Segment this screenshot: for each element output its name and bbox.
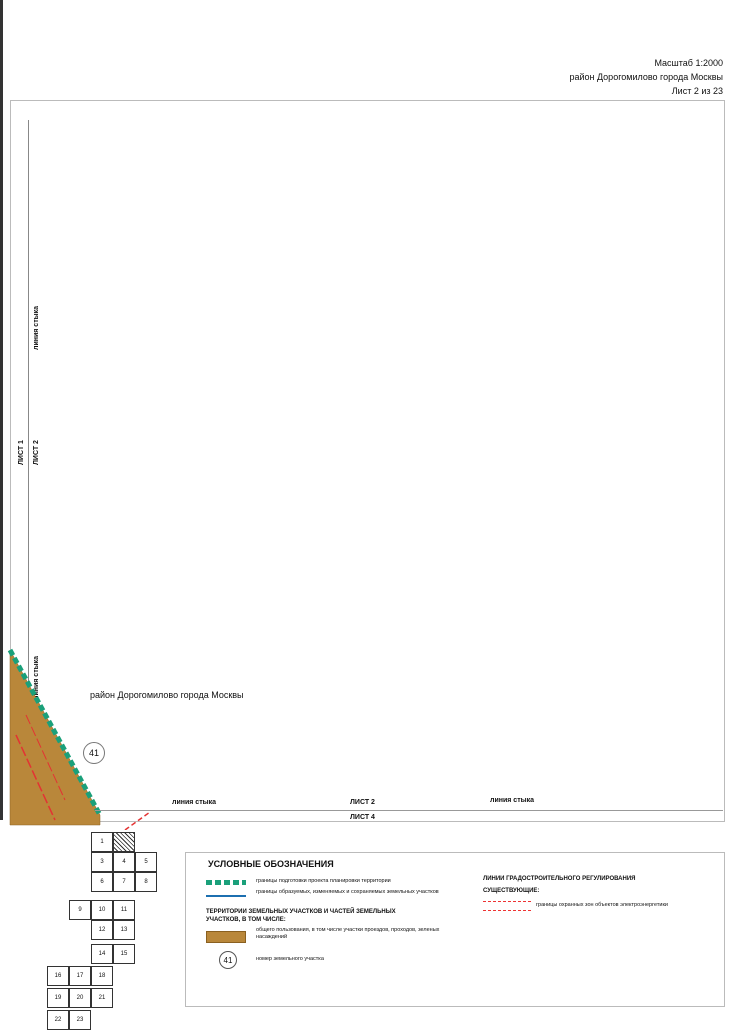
index-cell: 11 [113, 900, 135, 920]
index-cell: 14 [91, 944, 113, 964]
regulation-heading: ЛИНИИ ГРАДОСТРОИТЕЛЬНОГО РЕГУЛИРОВАНИЯ [483, 876, 636, 882]
index-cell: 9 [69, 900, 91, 920]
index-cell: 12 [91, 920, 113, 940]
index-cell: 15 [113, 944, 135, 964]
district-label: район Дорогомилово города Москвы [569, 72, 723, 82]
planning-border-label: границы подготовки проекта планировки территории [256, 878, 391, 884]
power-zone-swatch [483, 901, 531, 911]
legend-title: УСЛОВНЫЕ ОБОЗНАЧЕНИЯ [208, 859, 334, 869]
parcel-number-label: номер земельного участка [256, 956, 324, 962]
index-cell: 20 [69, 988, 91, 1008]
parcel-number-swatch: 41 [219, 951, 237, 969]
index-cell: 23 [69, 1010, 91, 1030]
power-zone-line-3 [125, 812, 150, 830]
public-use-swatch [206, 931, 246, 943]
scale-label: Масштаб 1:2000 [654, 58, 723, 68]
map-district-label: район Дорогомилово города Москвы [90, 690, 244, 700]
planning-border-swatch [206, 880, 246, 885]
index-cell: 4 [113, 852, 135, 872]
sheet-index-grid [46, 832, 166, 1032]
stitch-line-label-left: линия стыка [33, 655, 40, 700]
index-cell: 8 [135, 872, 157, 892]
stitch-line-label-top: линия стыка [33, 305, 40, 350]
index-cell: 10 [91, 900, 113, 920]
sheet-2-label-vertical: ЛИСТ 2 [33, 440, 40, 465]
sheet-4-label: ЛИСТ 4 [350, 814, 375, 821]
sheet-number: Лист 2 из 23 [671, 86, 723, 96]
public-use-label: общего пользования, в том числе участки проездов, проходов, зеленых насаждений [256, 927, 440, 940]
sheet-header [569, 56, 723, 98]
parcel-border-label: границы образуемых, изменяемых и сохраняемых земельных участков [256, 889, 439, 895]
bottom-stitch-line [95, 810, 723, 811]
index-cell: 22 [47, 1010, 69, 1030]
index-cell-current [113, 832, 135, 852]
sheet-1-label: ЛИСТ 1 [18, 440, 25, 465]
index-cell: 1 [91, 832, 113, 852]
index-cell: 3 [91, 852, 113, 872]
existing-heading: СУЩЕСТВУЮЩИЕ: [483, 888, 540, 894]
index-cell: 7 [113, 872, 135, 892]
power-zone-label: границы охранных зон объектов электроэнергетики [536, 902, 668, 908]
stitch-line-label-bottom-right: линия стыка [490, 797, 535, 804]
sheet-2-label: ЛИСТ 2 [350, 799, 375, 806]
parcel-border-swatch [206, 895, 246, 897]
index-cell: 5 [135, 852, 157, 872]
parcel-polygon [0, 640, 160, 830]
index-cell: 21 [91, 988, 113, 1008]
territories-heading: ТЕРРИТОРИИ ЗЕМЕЛЬНЫХ УЧАСТКОВ И ЧАСТЕЙ ЗЕМЕЛЬНЫХ УЧАСТКОВ, В ТОМ ЧИСЛЕ: [206, 909, 396, 923]
index-cell: 19 [47, 988, 69, 1008]
index-cell: 17 [69, 966, 91, 986]
legend [185, 852, 725, 1007]
index-cell: 13 [113, 920, 135, 940]
index-cell: 6 [91, 872, 113, 892]
index-cell: 18 [91, 966, 113, 986]
parcel-number-marker: 41 [83, 742, 105, 764]
stitch-line-label-bottom-left: линия стыка [172, 799, 217, 806]
index-cell: 16 [47, 966, 69, 986]
